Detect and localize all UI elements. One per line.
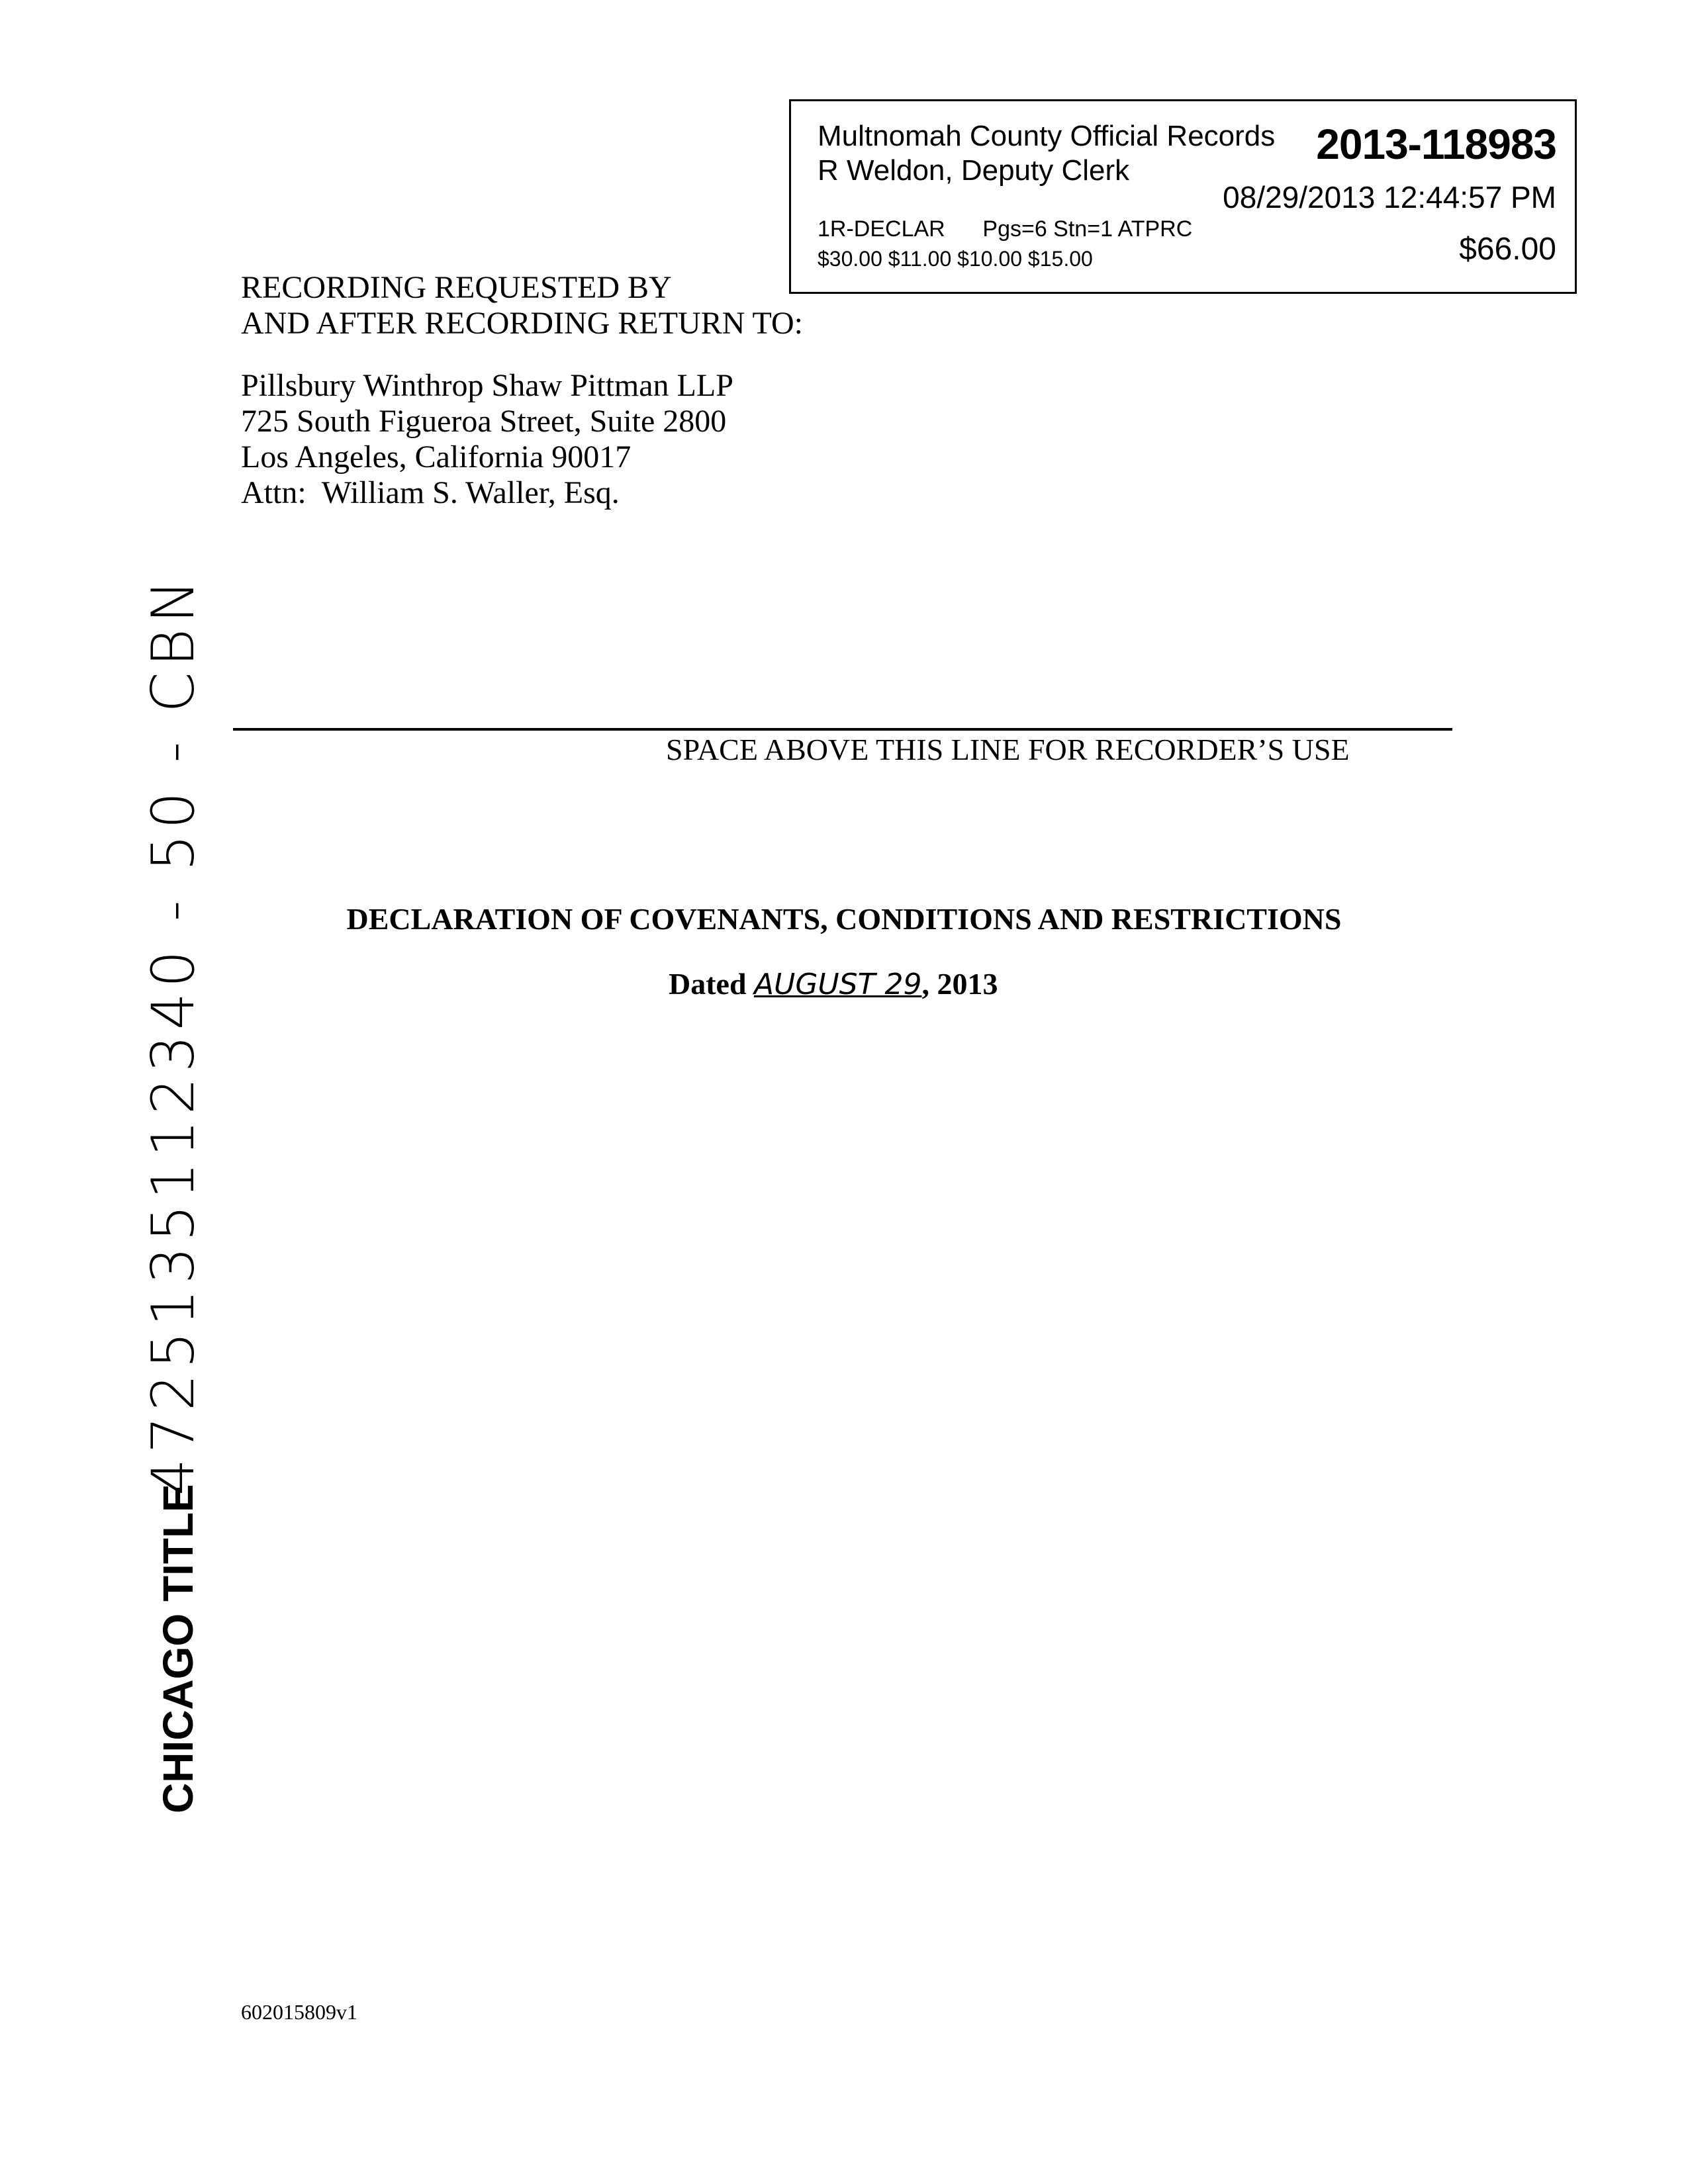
recorder-use-label: SPACE ABOVE THIS LINE FOR RECORDER’S USE [666, 733, 1350, 766]
recording-total: $66.00 [1459, 232, 1556, 267]
recorded-datetime: 08/29/2013 12:44:57 PM [1223, 180, 1556, 214]
title-company-stamp: CHICAGO TITLE [154, 1484, 202, 1813]
recorder-use-divider [233, 728, 1452, 731]
recording-request-line2: AND AFTER RECORDING RETURN TO: [241, 306, 803, 341]
document-title: DECLARATION OF COVENANTS, CONDITIONS AND RESTRICTIONS [346, 902, 1342, 936]
dated-line [669, 966, 998, 1001]
recorder-clerk: R Weldon, Deputy Clerk [818, 154, 1130, 187]
dated-prefix: Dated [669, 967, 755, 1001]
return-firm: Pillsbury Winthrop Shaw Pittman LLP [241, 368, 733, 403]
dated-year: , 2013 [921, 967, 998, 1001]
recording-request-block [241, 270, 803, 341]
handwritten-date: AUGUST 29 [754, 968, 922, 1001]
footer-document-id: 602015809v1 [241, 2000, 357, 2024]
document-number: 2013-118983 [1316, 120, 1556, 168]
recorder-stamp [789, 99, 1577, 294]
return-address-block [241, 368, 733, 511]
return-street: 725 South Figueroa Street, Suite 2800 [241, 404, 727, 439]
recording-request-line1: RECORDING REQUESTED BY [241, 270, 672, 305]
handwritten-reference: 4725135112340 - 50 - CBN [139, 574, 207, 1496]
return-attn: Attn: William S. Waller, Esq. [241, 475, 620, 510]
return-city: Los Angeles, California 90017 [241, 439, 632, 475]
recording-fees: $30.00 $11.00 $10.00 $15.00 [818, 247, 1093, 271]
recording-codes: 1R-DECLAR Pgs=6 Stn=1 ATPRC [818, 216, 1193, 242]
recorder-office: Multnomah County Official Records [818, 120, 1276, 152]
